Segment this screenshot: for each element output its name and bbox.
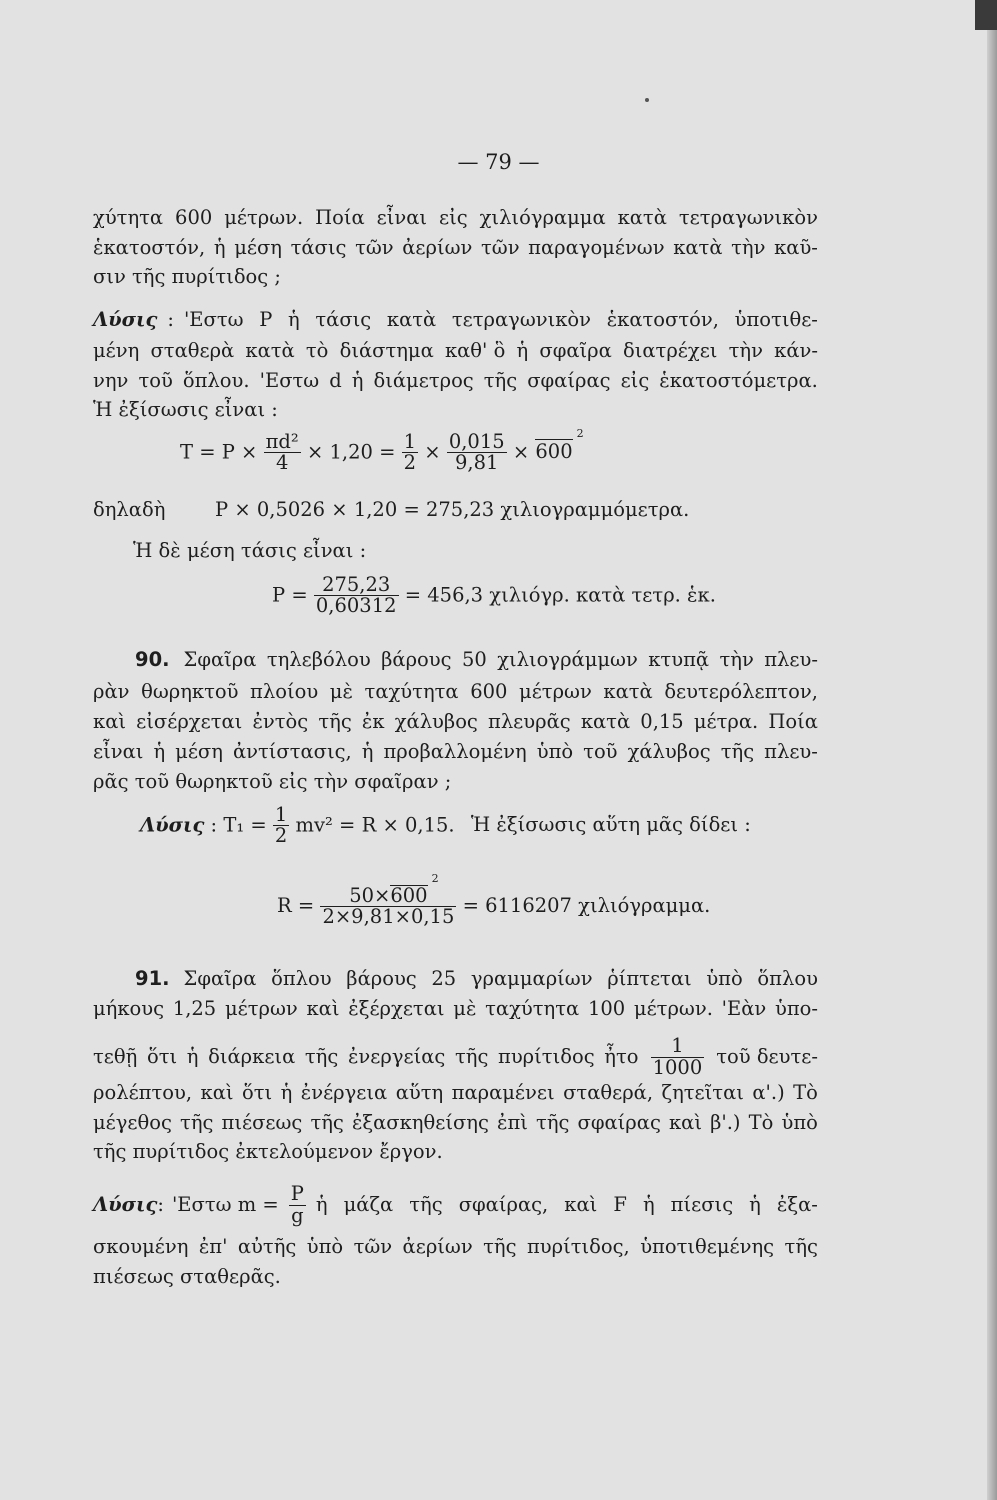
word: ἐνεργείας xyxy=(347,1045,446,1068)
word: ἐξέρχεται xyxy=(348,997,445,1020)
p89-line-2 xyxy=(93,233,818,263)
word: αὐτῆς xyxy=(237,1235,297,1258)
frac-denominator: 2×9,81×0,15 xyxy=(322,905,455,929)
word: μάζα xyxy=(343,1193,394,1216)
word: ὑπὸ xyxy=(306,1235,344,1258)
frac-denominator: 4 xyxy=(275,451,289,475)
word: τοῦ xyxy=(138,369,173,392)
word: διάμετρος xyxy=(373,369,474,392)
eq1-fraction-gauge xyxy=(447,432,507,474)
frac-denominator: 1000 xyxy=(652,1055,703,1079)
p91-solution-line-2 xyxy=(93,1232,818,1262)
eq-comment: Ἡ ἐξίσωσις αὕτη μᾶς δίδει : xyxy=(470,813,751,837)
word: τῆς xyxy=(310,1111,344,1134)
word: αὕτη xyxy=(395,1081,444,1104)
word: ὑποτιθεμένης xyxy=(640,1235,775,1258)
word: πλευ- xyxy=(764,648,818,671)
problem-number-90: 90. xyxy=(135,648,170,671)
word: ῥίπτεται xyxy=(607,967,692,990)
word: τὴν xyxy=(731,236,766,259)
p90-line-2 xyxy=(93,677,818,707)
word: σφαίρας xyxy=(577,1111,661,1134)
frac-denominator: 2 xyxy=(274,824,288,848)
solution-label: Λύσις xyxy=(93,1193,158,1216)
numerator-mass: 50× xyxy=(349,884,391,907)
word: σφαίρας, xyxy=(458,1193,549,1216)
word: ἡ xyxy=(280,1081,293,1104)
word: πλευρᾶς xyxy=(488,710,571,733)
word: βάρους xyxy=(346,967,417,990)
eq3-rhs: = 456,3 χιλιόγρ. κατὰ τετρ. ἑκ. xyxy=(404,583,716,607)
solution-label: Λύσις xyxy=(140,813,205,837)
eq-rhs: = 6116207 χιλιόγραμμα. xyxy=(462,893,711,917)
word: ὑπὸ xyxy=(781,1111,818,1134)
word: καῦ- xyxy=(774,236,818,259)
word: ἐπ' xyxy=(198,1235,228,1258)
word: ἐξα- xyxy=(776,1193,818,1216)
word: τῆς xyxy=(720,740,755,763)
p89-line-5 xyxy=(93,336,818,366)
word: ἀερίων xyxy=(402,236,473,259)
word: ὑπο- xyxy=(774,997,818,1020)
word: εἶναι xyxy=(93,740,144,763)
solution-label: Λύσις xyxy=(93,308,158,331)
word: παραγομένων xyxy=(528,236,665,259)
word: τετραγωνικὸν xyxy=(678,206,818,229)
word: εἰς xyxy=(439,206,468,229)
p91-line-2 xyxy=(93,994,818,1024)
word: ἐπὶ xyxy=(497,1111,528,1134)
word: δευτερόλεπτον, xyxy=(664,680,818,703)
word: πλοίου xyxy=(250,680,319,703)
p89-line-1 xyxy=(93,203,818,233)
word: β'.) xyxy=(710,1111,741,1134)
word: σταθερὰ xyxy=(150,339,235,362)
word: ἀερίων xyxy=(402,1235,473,1258)
word: α'.) xyxy=(752,1081,785,1104)
word: ὅτι xyxy=(146,1045,178,1068)
word: τῶν xyxy=(353,1235,393,1258)
word: ἑκατοστόν, xyxy=(93,236,206,259)
word: μέτρων xyxy=(519,680,592,703)
word: σταθερά, xyxy=(563,1081,654,1104)
p91-line-6: τῆς πυρίτιδος ἐκτελούμενον ἔργον. xyxy=(93,1140,443,1163)
word: τῆς xyxy=(304,1045,339,1068)
page-edge xyxy=(987,0,997,1500)
word: ἡ xyxy=(153,740,166,763)
frac-numerator: πd² xyxy=(265,430,299,453)
word: μὲ xyxy=(329,680,353,703)
p90-line-4 xyxy=(93,737,818,767)
word: Ποία xyxy=(315,206,365,229)
word: τῆς xyxy=(318,710,352,733)
times-sign: × xyxy=(424,440,441,464)
p89-line-3: σιν τῆς πυρίτιδος ; xyxy=(93,265,281,288)
word: μέση xyxy=(175,740,223,763)
word: P xyxy=(259,308,273,331)
word: ἑκατοστόν, xyxy=(606,308,719,331)
p89-line-7: Ἡ ἐξίσωσις εἶναι : xyxy=(93,398,278,421)
velocity-value: 600 xyxy=(535,440,573,464)
word: παραμένει xyxy=(451,1081,555,1104)
word: ἡ xyxy=(288,308,300,331)
word: χιλιόγραμμα xyxy=(479,206,606,229)
page-corner xyxy=(975,0,997,30)
p90-line-1-words xyxy=(184,645,818,675)
frac-numerator: 1 xyxy=(403,430,417,453)
frac-denominator: g xyxy=(291,1203,304,1227)
word: προβαλλομένη xyxy=(383,740,527,763)
word: ὅπλου. xyxy=(182,369,250,392)
word: ὅπλου xyxy=(271,967,332,990)
word: ταχύτητα xyxy=(364,680,459,703)
word: ὅπλου xyxy=(757,967,818,990)
word: τὸ xyxy=(305,339,329,362)
p91-solution-words xyxy=(316,1190,818,1220)
word: τὴν xyxy=(728,339,763,362)
eq1-fraction-half xyxy=(402,432,418,474)
p89-equation-3 xyxy=(272,575,716,617)
word: τάσις xyxy=(315,308,372,331)
word: ἡ xyxy=(361,740,374,763)
eq1-lhs: T = P × xyxy=(180,440,258,464)
word: μὲ xyxy=(453,997,477,1020)
word: τῆς xyxy=(483,1235,517,1258)
word: ἡ xyxy=(351,369,364,392)
word: ἡ xyxy=(213,236,226,259)
word: τῆς xyxy=(536,1111,570,1134)
word: ἐντὸς xyxy=(252,710,309,733)
word: κατὰ xyxy=(245,339,295,362)
word: διατρέχει xyxy=(622,339,718,362)
word: καὶ xyxy=(668,1111,702,1134)
word: πυρίτιδος, xyxy=(526,1235,630,1258)
velocity-value: 600 xyxy=(390,884,428,907)
word: d xyxy=(329,369,342,392)
word: μέτρων. xyxy=(633,997,713,1020)
times-sign: × xyxy=(512,440,530,464)
p89-solution-words xyxy=(184,305,818,335)
word: κατὰ xyxy=(617,206,667,229)
word: ἐξασκηθείσης xyxy=(351,1111,489,1134)
word: τάσις xyxy=(290,236,347,259)
word: ζητεῖται xyxy=(661,1081,744,1104)
word: ἡ xyxy=(516,339,529,362)
word: μένη xyxy=(93,339,140,362)
word: εἰς xyxy=(620,369,650,392)
word: ἡ xyxy=(315,1193,328,1216)
eq1-velocity-overbar xyxy=(535,427,584,464)
page-number: — 79 — xyxy=(457,150,540,174)
word: χύτητα xyxy=(93,206,164,229)
word: μέγεθος xyxy=(93,1111,172,1134)
word: εἰσέρχεται xyxy=(136,710,243,733)
word: καθ' ὃ xyxy=(444,339,506,362)
word: ἡ xyxy=(642,1193,655,1216)
word: κατὰ xyxy=(386,308,437,331)
word: βάρους xyxy=(381,648,452,671)
frac-numerator: 0,015 xyxy=(448,430,505,453)
word: γραμμαρίων xyxy=(470,967,593,990)
word: σκουμένη xyxy=(93,1235,189,1258)
word: κατὰ xyxy=(580,710,631,733)
p90-equation-2 xyxy=(277,872,711,929)
word: ὑποτιθε- xyxy=(734,308,818,331)
word: ὑπὸ xyxy=(706,967,743,990)
deladi-label: δηλαδὴ xyxy=(93,498,166,521)
word: πλευ- xyxy=(764,740,818,763)
eq3-fraction xyxy=(314,575,399,617)
p91-line-4 xyxy=(93,1078,818,1108)
word: καὶ xyxy=(93,710,127,733)
p91-line-1 xyxy=(93,964,818,994)
word: 600 xyxy=(175,206,213,229)
p90-line-5: ρᾶς τοῦ θωρηκτοῦ εἰς τὴν σφαῖραν ; xyxy=(93,770,452,793)
word: 600 xyxy=(470,680,508,703)
p89-line-8: Ἡ δὲ μέση τάσις εἶναι : xyxy=(133,539,367,562)
p91-solution-line-3: πιέσεως σταθερᾶς. xyxy=(93,1265,281,1288)
word: νην xyxy=(93,369,129,392)
word: μέτρων xyxy=(224,997,298,1020)
p91-line-3-end: τοῦ δευτε- xyxy=(716,1045,818,1068)
word: τῆς xyxy=(180,1111,214,1134)
word: ὅτι xyxy=(241,1081,273,1104)
frac-numerator: P xyxy=(290,1182,304,1206)
word: ἀντίστασις, xyxy=(232,740,352,763)
word: F xyxy=(613,1193,627,1216)
half-fraction xyxy=(273,805,289,847)
p89-equation-2: P × 0,5026 × 1,20 = 275,23 χιλιογραμμόμετρα. xyxy=(215,498,690,521)
p91-solution-line-1: Λύσις : 'Εστω m = $\frac{P}{g}$ ἡ μάζα τῆς σφαίρας, καὶ F ἡ πίεσις ἡ ἐξα- xyxy=(93,1182,818,1227)
word: Τὸ xyxy=(748,1111,774,1134)
word: διάρκεια xyxy=(208,1045,296,1068)
word: σφαίρας xyxy=(527,369,611,392)
word: 50 xyxy=(461,648,487,671)
word: τεθῇ xyxy=(93,1045,138,1068)
resistance-fraction xyxy=(320,872,456,929)
word: 100 xyxy=(587,997,626,1020)
word: τῶν xyxy=(481,236,520,259)
word: τῆς xyxy=(409,1193,443,1216)
word: ὑπὸ xyxy=(536,740,574,763)
word: τὴν xyxy=(719,648,754,671)
word: καὶ xyxy=(564,1193,598,1216)
mass-fraction xyxy=(289,1184,306,1226)
word: σφαῖρα xyxy=(539,339,612,362)
eq-lhs: T₁ = xyxy=(223,813,267,837)
word: ρολέπτου, xyxy=(93,1081,193,1104)
word: χάλυβος xyxy=(627,740,711,763)
frac-denominator: 0,60312 xyxy=(315,594,397,618)
word: καὶ xyxy=(200,1081,234,1104)
p89-line-6 xyxy=(93,366,818,396)
word: κάν- xyxy=(774,339,818,362)
word: ἡ xyxy=(749,1193,761,1216)
word: 0,15 xyxy=(640,710,684,733)
eq3-lhs: P = xyxy=(272,583,308,607)
p90-solution-equation-1: Λύσις : T₁ = $\frac{1}{2}$ mv² = R × 0,15. Ἡ ἐξίσωσις αὕτη μᾶς δίδει : xyxy=(140,803,751,848)
word: ἐκ xyxy=(361,710,385,733)
p91-line-1-words xyxy=(184,964,818,994)
word: ἑκατοστόμετρα. xyxy=(659,369,818,392)
word: ρὰν xyxy=(93,680,130,703)
p90-line-3 xyxy=(93,707,818,737)
eq1-mid: × 1,20 = xyxy=(306,440,396,464)
word: κατὰ xyxy=(673,236,723,259)
word: τετραγωνικὸν xyxy=(451,308,592,331)
word: κτυπᾷ xyxy=(648,648,710,671)
eq1-fraction-pd2 xyxy=(264,432,301,474)
frac-numerator: 275,23 xyxy=(314,575,399,596)
eq-lhs: R = xyxy=(277,893,315,917)
word: 'Εστω xyxy=(259,369,320,392)
word: πυρίτιδος xyxy=(498,1045,595,1068)
word: ἐνέργεια xyxy=(300,1081,388,1104)
exponent: 2 xyxy=(431,872,439,885)
word: διάστημα xyxy=(339,339,434,362)
word: Σφαῖρα xyxy=(183,967,257,990)
word: Ποία xyxy=(768,710,818,733)
word: τῆς xyxy=(784,1235,818,1258)
problem-number-91: 91. xyxy=(135,967,170,990)
word: πίεσις xyxy=(670,1193,734,1216)
frac-numerator: 1 xyxy=(651,1036,705,1057)
frac-denominator: 9,81 xyxy=(455,451,499,475)
word: κατὰ xyxy=(603,680,653,703)
velocity-overbar xyxy=(390,872,439,907)
word: τῶν xyxy=(355,236,394,259)
p90-line-1 xyxy=(93,645,818,675)
frac-numerator: 1 xyxy=(274,803,288,826)
p89-solution-line-1: Λύσις : 'Εστω P ἡ τάσις κατὰ τετραγωνικὸν ἑκατοστόν, ὑποτιθε- xyxy=(93,305,818,335)
eq-rhs: mv² = R × 0,15. xyxy=(295,813,455,837)
word: 1,25 xyxy=(172,997,217,1020)
word: Σφαῖρα xyxy=(183,648,257,671)
word: Τὸ xyxy=(793,1081,818,1104)
word: θωρηκτοῦ xyxy=(141,680,239,703)
p89-equation-1 xyxy=(180,427,584,475)
duration-fraction xyxy=(651,1036,705,1078)
mass-def-lhs: 'Εστω m = xyxy=(171,1193,279,1216)
word: καὶ xyxy=(306,997,340,1020)
p91-line-3-words xyxy=(93,1042,639,1072)
word: εἶναι xyxy=(376,206,428,229)
word: μέτρα. xyxy=(693,710,759,733)
word: μήκους xyxy=(93,997,165,1020)
word: 'Εὰν xyxy=(721,997,767,1020)
word: ταχύτητα xyxy=(485,997,580,1020)
frac-denominator: 2 xyxy=(403,451,417,475)
word: ἦτο xyxy=(604,1045,639,1068)
word: ἡ xyxy=(186,1045,199,1068)
word: μέτρων. xyxy=(224,206,304,229)
frac-numerator xyxy=(320,872,456,907)
word: 'Εστω xyxy=(183,308,244,331)
word: 25 xyxy=(431,967,457,990)
word: χιλιογράμμων xyxy=(497,648,638,671)
word: τοῦ xyxy=(583,740,618,763)
word: χάλυβος xyxy=(394,710,478,733)
word: τῆς xyxy=(483,369,518,392)
word: πιέσεως xyxy=(221,1111,303,1134)
word: τῆς xyxy=(454,1045,489,1068)
word: μέση xyxy=(234,236,282,259)
p91-line-5 xyxy=(93,1108,818,1138)
exponent: 2 xyxy=(576,427,584,441)
word: τηλεβόλου xyxy=(266,648,371,671)
ink-speck xyxy=(645,98,649,102)
